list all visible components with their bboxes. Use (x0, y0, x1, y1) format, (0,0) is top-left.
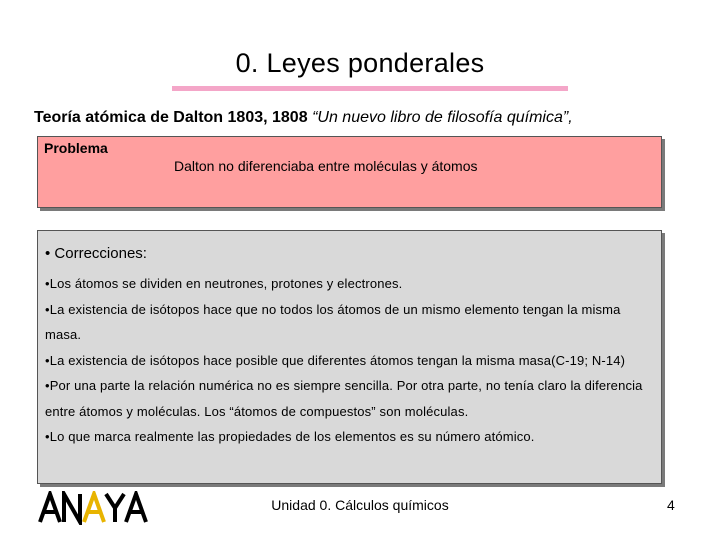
correction-item: •La existencia de isótopos hace posible que diferentes átomos tengan la misma masa(C-19; N-14) (45, 352, 626, 368)
problem-box (37, 136, 662, 208)
slide-subtitle (34, 109, 573, 127)
correction-item: •La existencia de isótopos hace que no todos los átomos de un mismo elemento tengan la misma masa. (45, 301, 621, 342)
problem-label: Problema (44, 140, 108, 156)
correction-item: •Lo que marca realmente las propiedades de los elementos es su número atómico. (45, 429, 535, 444)
slide-title: 0. Leyes ponderales (235, 48, 485, 78)
title-underline-bar (172, 86, 568, 91)
corrections-heading: • Correcciones: (45, 245, 147, 262)
correction-item: •Los átomos se dividen en neutrones, protones y electrones. (45, 276, 403, 291)
problem-text (174, 158, 478, 174)
footer-unit-text: Unidad 0. Cálculos químicos (271, 497, 449, 513)
correction-item: •Por una parte la relación numérica no es siempre sencilla. Por otra parte, no tenía claro la diferencia entre átomos y moléculas. Los “átomos de compuestos” son moléculas. (45, 378, 643, 419)
subtitle-quoted-title: “Un nuevo libro de filosofía química”, (312, 109, 573, 126)
corrections-list (45, 271, 657, 450)
corrections-box (37, 230, 662, 484)
problem-statement: Dalton no diferenciaba entre moléculas y átomos (174, 158, 478, 174)
subtitle-bold-text: Teoría atómica de Dalton 1803, 1808 (34, 109, 308, 126)
page-number: 4 (667, 497, 675, 513)
